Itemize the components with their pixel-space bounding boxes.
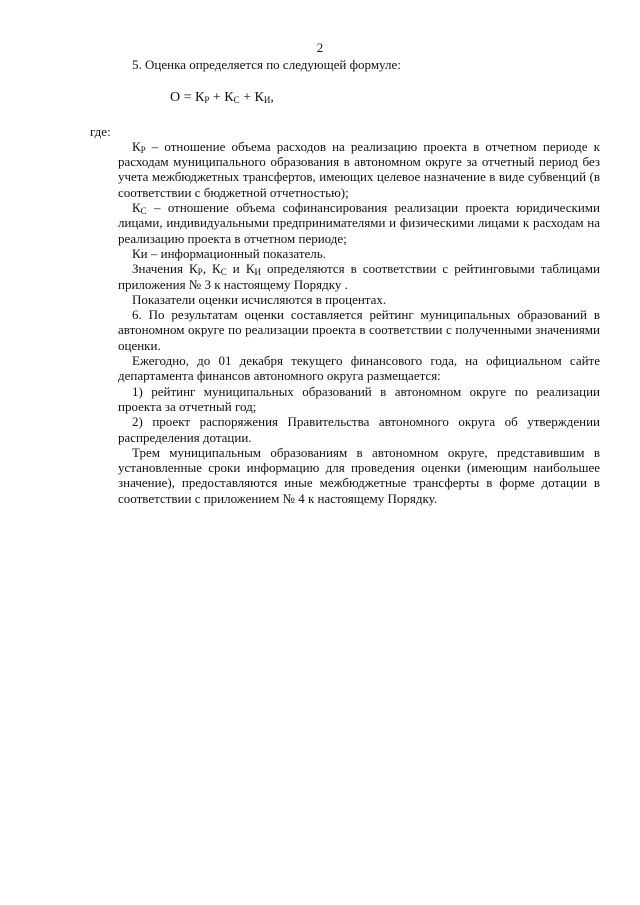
kr-symbol: К bbox=[132, 138, 141, 154]
where-label: где: bbox=[90, 123, 111, 139]
document-body bbox=[90, 57, 600, 506]
item-6-paragraph: 6. По результатам оценки составляется рейтинг муниципальных образований в автономном округе по реализации проекта в соответствии с полученными значениями оценки. bbox=[118, 307, 600, 353]
values-paragraph bbox=[118, 261, 600, 292]
formula-part: + К bbox=[239, 90, 264, 106]
values-sub: И bbox=[254, 267, 261, 278]
formula-part: , bbox=[270, 90, 274, 106]
formula-sub: Р bbox=[204, 95, 210, 106]
values-text: Значения К bbox=[132, 261, 198, 277]
values-text: и К bbox=[226, 261, 255, 277]
formula-part: О = К bbox=[170, 90, 205, 106]
kr-subscript: Р bbox=[140, 144, 146, 155]
page-number: 2 bbox=[316, 40, 324, 55]
values-sub: Р bbox=[197, 267, 203, 278]
kc-text: – отношение объема софинансирования реализации проекта юридическими лицами, индивидуальными предпринимателями и физическими лицами к расходам на реализацию проекта в отчетном периоде; bbox=[118, 200, 600, 246]
values-text: определяются в соответствии с рейтинговыми таблицами приложения № 3 к настоящему Порядку . bbox=[118, 261, 600, 292]
three-paragraph: Трем муниципальным образованиям в автономном округе, представившим в установленные сроки информацию для проведения оценки (имеющим наибольшее значение), предоставляются иные межбюджетные трансферты в форме дотации в соответствии с приложением № 4 к настоящему Порядку. bbox=[118, 444, 600, 506]
values-text: , К bbox=[202, 261, 221, 277]
subitem-1: 1) рейтинг муниципальных образований в автономном округе по реализации проекта за отчетный год; bbox=[118, 383, 600, 414]
formula-part: + К bbox=[209, 90, 234, 106]
kc-definition bbox=[118, 200, 600, 246]
kr-definition bbox=[118, 139, 600, 200]
kc-symbol: К bbox=[132, 200, 141, 216]
ki-definition: Ки – информационный показатель. bbox=[132, 245, 326, 261]
subitem-2: 2) проект распоряжения Правительства автономного округа об утверждении распределения дотации. bbox=[118, 414, 600, 445]
formula-sub: И bbox=[263, 95, 271, 106]
formula bbox=[170, 90, 600, 105]
kc-subscript: С bbox=[140, 206, 147, 217]
formula-sub: С bbox=[233, 95, 240, 106]
item-5-paragraph: 5. Оценка определяется по следующей формуле: bbox=[132, 57, 401, 72]
values-sub: С bbox=[220, 267, 227, 278]
percent-paragraph: Показатели оценки исчисляются в процентах. bbox=[132, 291, 387, 307]
kr-text: – отношение объема расходов на реализацию проекта в отчетном периоде к расходам муниципального образования в автономном округе за отчетный период без учета межбюджетных трансфертов, имеющих целевое назначение в виде субвенций (в соответствии с бюджетной отчетностью); bbox=[118, 138, 600, 200]
annually-paragraph: Ежегодно, до 01 декабря текущего финансового года, на официальном сайте департамента финансов автономного округа размещается: bbox=[118, 353, 600, 384]
